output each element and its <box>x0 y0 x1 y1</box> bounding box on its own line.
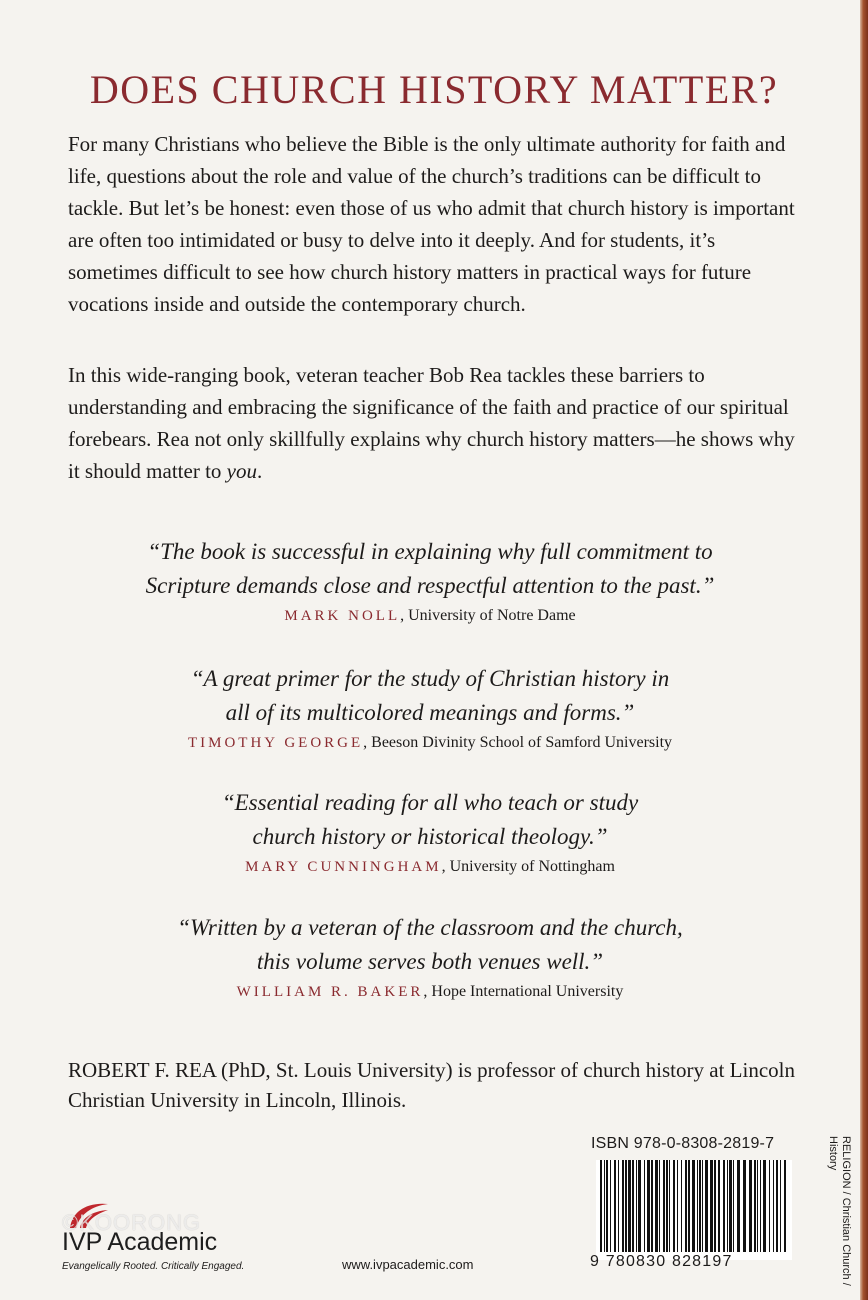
barcode-bar <box>618 1160 619 1252</box>
barcode-bar <box>651 1160 653 1252</box>
barcode-bar <box>718 1160 720 1252</box>
barcode-bar <box>610 1160 611 1252</box>
endorsement-quote <box>60 786 800 854</box>
publisher-name: IVP Academic <box>62 1228 218 1256</box>
endorsement-quote <box>60 662 800 730</box>
blurb-emphasis: you <box>226 459 257 483</box>
isbn-label: ISBN 978-0-8308-2819-7 <box>591 1135 775 1152</box>
barcode-bar <box>737 1160 740 1252</box>
endorser-affiliation: , Beeson Divinity School of Samford University <box>363 734 673 751</box>
endorsement-2 <box>60 662 800 752</box>
barcode-bar <box>702 1160 703 1252</box>
endorsement-quote <box>60 535 800 603</box>
blurb-paragraph-2 <box>68 359 804 487</box>
spine-edge <box>860 0 868 1300</box>
barcode-bar <box>729 1160 732 1252</box>
barcode-bar <box>714 1160 716 1252</box>
barcode-bar <box>625 1160 627 1252</box>
barcode-bar <box>647 1160 650 1252</box>
endorsement-1 <box>60 535 800 625</box>
barcode-bar <box>754 1160 756 1252</box>
endorser-affiliation: , Hope International University <box>423 983 624 1000</box>
barcode-bar <box>669 1160 670 1252</box>
barcode-bar <box>636 1160 637 1252</box>
barcode-bar <box>760 1160 761 1252</box>
endorsement-attribution <box>60 983 800 1001</box>
author-bio-text: (PhD, St. Louis University) is professor of church history at Lincoln Christian University in Lincoln, Illinois. <box>68 1058 795 1112</box>
barcode-bar <box>600 1160 602 1252</box>
barcode-bar <box>632 1160 634 1252</box>
barcode-graphic <box>596 1160 792 1256</box>
barcode-bar <box>757 1160 758 1252</box>
endorser-affiliation: , University of Nottingham <box>441 858 615 875</box>
barcode <box>596 1160 792 1260</box>
category-label: RELIGION / Christian Church / History <box>827 1136 852 1286</box>
endorsement-attribution <box>60 858 800 876</box>
barcode-bar <box>688 1160 690 1252</box>
barcode-bar <box>710 1160 713 1252</box>
headline: DOES CHURCH HISTORY MATTER? <box>89 67 779 112</box>
quote-line: all of its multicolored meanings and forms.” <box>225 700 635 725</box>
barcode-bar <box>673 1160 675 1252</box>
barcode-bar <box>705 1160 708 1252</box>
barcode-bar <box>628 1160 631 1252</box>
endorser-name: MARK NOLL <box>284 608 401 624</box>
quote-line: “A great primer for the study of Christian history in <box>190 666 670 691</box>
barcode-bar <box>769 1160 770 1252</box>
endorsement-quote <box>60 911 800 979</box>
barcode-bar <box>692 1160 695 1252</box>
quote-line: this volume serves both venues well.” <box>256 949 604 974</box>
quote-line: “The book is successful in explaining why full commitment to <box>147 539 713 564</box>
endorsement-attribution <box>60 734 800 752</box>
barcode-bar <box>606 1160 608 1252</box>
barcode-bar <box>659 1160 660 1252</box>
barcode-bar <box>604 1160 605 1252</box>
barcode-bar <box>776 1160 778 1252</box>
barcode-bar <box>727 1160 728 1252</box>
endorser-name: WILLIAM R. BAKER <box>236 984 424 1000</box>
barcode-digits: 9 780830 828197 <box>590 1253 733 1270</box>
barcode-bar <box>685 1160 687 1252</box>
endorsement-3 <box>60 786 800 876</box>
quote-line: “Essential reading for all who teach or study <box>221 790 639 815</box>
endorsement-4 <box>60 911 800 1001</box>
endorser-affiliation: , University of Notre Dame <box>400 607 576 624</box>
barcode-bar <box>681 1160 682 1252</box>
quote-line: Scripture demands close and respectful attention to the past.” <box>145 573 715 598</box>
barcode-bar <box>763 1160 766 1252</box>
barcode-bar <box>666 1160 668 1252</box>
author-bio <box>68 1055 808 1115</box>
blurb-paragraph-2-end: . <box>256 459 263 483</box>
barcode-bar <box>749 1160 752 1252</box>
quote-line: “Written by a veteran of the classroom and the church, <box>177 915 683 940</box>
barcode-bar <box>733 1160 734 1252</box>
barcode-bar <box>663 1160 665 1252</box>
blurb-paragraph-2-main: In this wide-ranging book, veteran teacher Bob Rea tackles these barriers to understanding and embracing the significance of the faith and practice of our spiritual forebears. Rea not only skillfully explains why church history matters—he shows why it should matter to <box>68 363 795 483</box>
barcode-bar <box>677 1160 678 1252</box>
barcode-bar <box>743 1160 746 1252</box>
barcode-bar <box>773 1160 774 1252</box>
blurb-paragraph-1: For many Christians who believe the Bible is the only ultimate authority for faith and life, questions about the role and value of the church’s traditions can be difficult to tackle. But let’s be honest: even those of us who admit that church history is important are often too intimidated or busy to delve into it deeply. And for students, it’s sometimes difficult to see how church history matters in practical ways for future vocations inside and outside the contemporary church. <box>68 132 795 316</box>
barcode-bar <box>614 1160 616 1252</box>
author-name: ROBERT F. REA <box>68 1058 216 1082</box>
barcode-bar <box>784 1160 786 1252</box>
barcode-bar <box>622 1160 624 1252</box>
barcode-bar <box>723 1160 725 1252</box>
endorser-name: MARY CUNNINGHAM <box>245 859 442 875</box>
barcode-bar <box>697 1160 698 1252</box>
publisher-tagline: Evangelically Rooted. Critically Engaged. <box>62 1261 245 1272</box>
barcode-bar <box>780 1160 781 1252</box>
publisher-website: www.ivpacademic.com <box>342 1257 474 1272</box>
watermark: ©KOORONG <box>62 1210 202 1235</box>
quote-line: church history or historical theology.” <box>252 824 608 849</box>
endorsement-attribution <box>60 607 800 625</box>
barcode-bar <box>655 1160 658 1252</box>
barcode-bar <box>638 1160 641 1252</box>
barcode-bar <box>699 1160 701 1252</box>
endorser-name: TIMOTHY GEORGE <box>187 735 364 751</box>
barcode-bar <box>644 1160 645 1252</box>
